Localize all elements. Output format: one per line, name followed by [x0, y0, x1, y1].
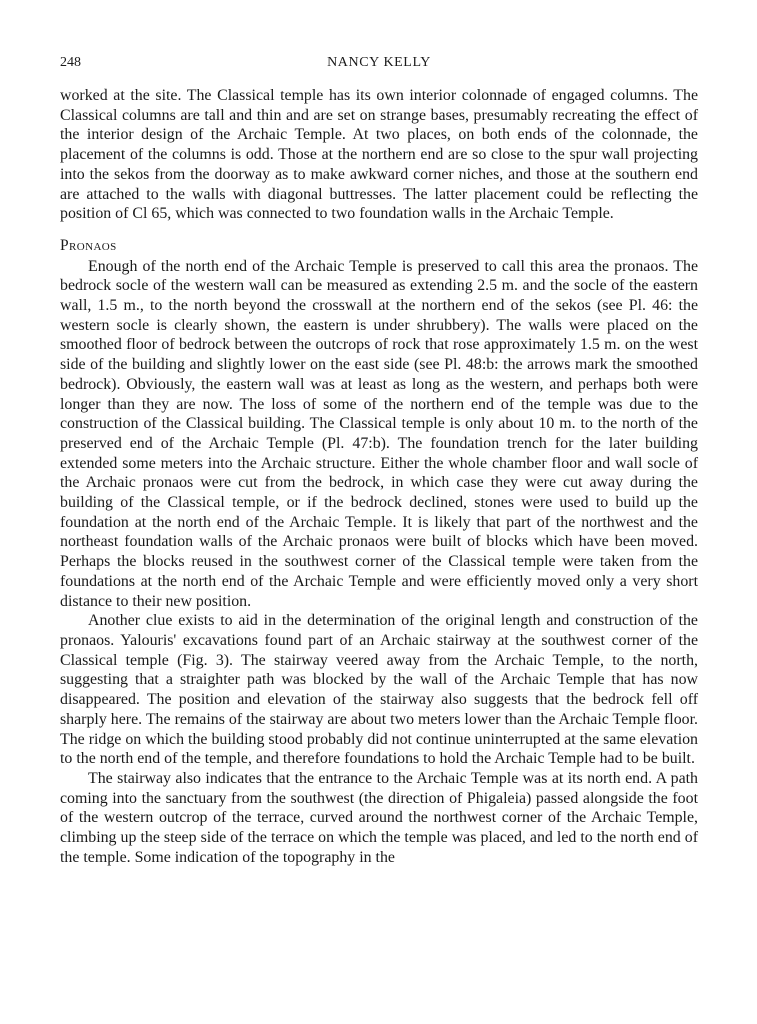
running-head-author: NANCY KELLY: [327, 55, 431, 70]
running-head: [60, 52, 698, 74]
page: [60, 52, 698, 867]
paragraph-pronaos-2: Another clue exists to aid in the determination of the original length and construction of the pronaos. Yalouris' excavations found part of an Archaic stairway at the southwest corner of the Classical temple (Fig. 3). The stairway veered away from the Archaic Temple, to the north, suggesting that a straighter path was blocked by the wall of the Archaic Temple that has now disappeared. The position and elevation of the stairway also suggests that the bedrock fell off sharply here. The remains of the stairway are about two meters lower than the Archaic Temple floor. The ridge on which the building stood probably did not continue uninterrupted at the same elevation to the north end of the temple, and therefore foundations to hold the Archaic Temple had to be built.: [60, 612, 698, 768]
page-number: 248: [60, 55, 81, 70]
body-text: [60, 86, 698, 867]
paragraph-pronaos-1: Enough of the north end of the Archaic Temple is preserved to call this area the pronaos. The bedrock socle of the western wall can be measured as extending 2.5 m. and the socle of the eastern wall, 1.5 m., to the north beyond the crosswall at the northern end of the sekos (see Pl. 46: the western socle is clearly shown, the eastern is under shrubbery). The walls were placed on the smoothed floor of bedrock between the outcrops of rock that rose approximately 1.5 m. on the west side of the building and slightly lower on the east side (see Pl. 48:b: the arrows mark the smoothed bedrock). Obviously, the eastern wall was at least as long as the western, and perhaps both were longer than they are now. The loss of some of the northern end of the temple was due to the construction of the Classical building. The Classical temple is only about 10 m. to the north of the preserved end of the Archaic Temple (Pl. 47:b). The foundation trench for the later building extended some meters into the Archaic structure. Either the whole chamber floor and wall socle of the Archaic pronaos were cut from the bedrock, in which case they were cut away during the building of the Classical temple, or if the bedrock declined, stones were used to build up the foundation at the north end of the Archaic Temple. It is likely that part of the northwest and the northeast foundation walls of the Archaic pronaos were built of blocks which have been moved. Perhaps the blocks reused in the southwest corner of the Classical temple were taken from the foundations at the north end of the Archaic Temple and were efficiently moved only a very short distance to their new position.: [60, 257, 698, 610]
paragraph-pronaos-3: The stairway also indicates that the entrance to the Archaic Temple was at its north end. A path coming into the sanctuary from the southwest (the direction of Phigaleia) passed alongside the foot of the western outcrop of the terrace, curved around the northwest corner of the Archaic Temple, climbing up the steep side of the terrace on which the temple was placed, and led to the north end of the temple. Some indication of the topography in the: [60, 769, 698, 866]
paragraph-continued: worked at the site. The Classical temple has its own interior colonnade of engaged columns. The Classical columns are tall and thin and are set on strange bases, presumably recreating the effect of the interior design of the Archaic Temple. At two places, on both ends of the colonnade, the placement of the columns is odd. Those at the northern end are so close to the spur wall projecting into the sekos from the doorway as to make awkward corner niches, and those at the southern end are attached to the walls with diagonal buttresses. The latter placement could be reflecting the position of Cl 65, which was connected to two foundation walls in the Archaic Temple.: [60, 87, 698, 223]
section-heading-pronaos: Pronaos: [60, 236, 117, 254]
